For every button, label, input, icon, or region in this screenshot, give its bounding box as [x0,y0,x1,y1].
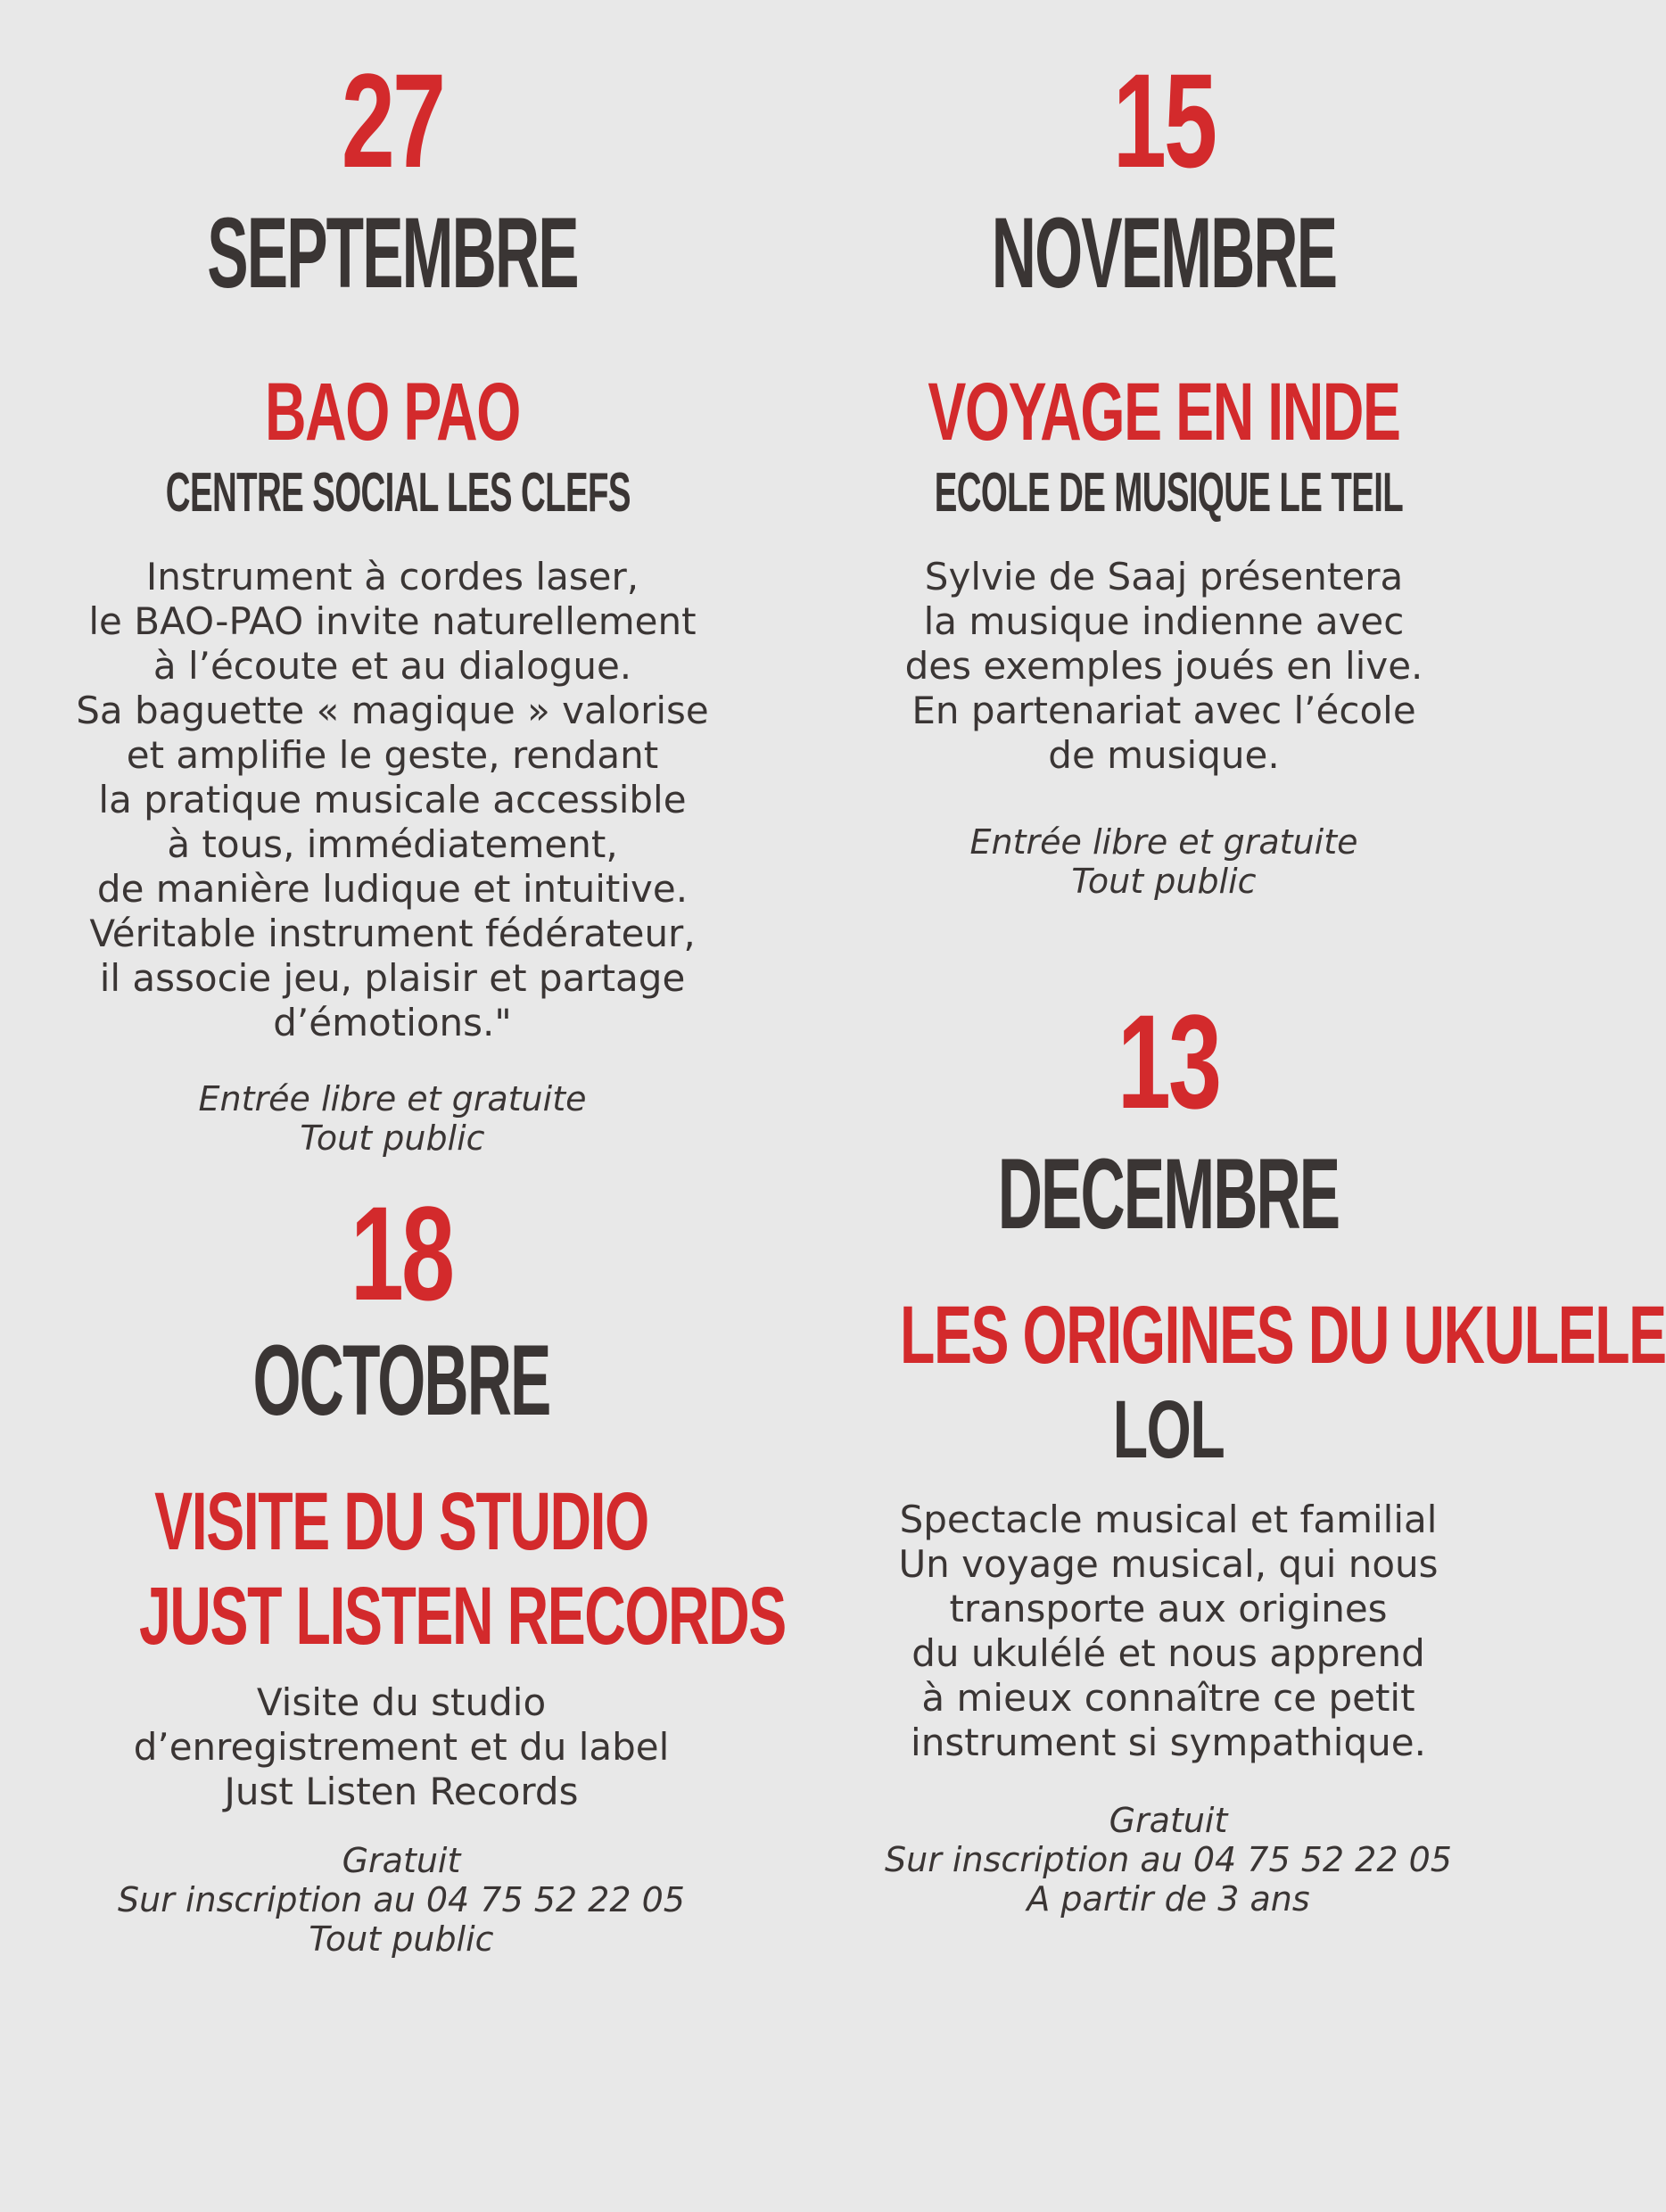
event-info-line: Gratuit [1109,1800,1228,1840]
event-info [27,1841,776,1959]
event-day: 18 [350,1178,453,1328]
event-description: Instrument à cordes laser, le BAO-PAO invite naturellement à l’écoute et au dialogue. Sa baguette « magique » valorise et amplifie le geste, rendant la pratique musicale accessible à tous, immédiatement, de manière ludique et intuitive. Véritable instrument fédérateur, il associe jeu, plaisir et partage d’émotions." [76,554,709,1044]
event-title: LES ORIGINES DU UKULELE [900,1290,1666,1381]
event-info-line: Gratuit [342,1840,461,1880]
event-november [794,45,1534,901]
event-month: OCTOBRE [252,1325,550,1436]
event-info-line: Sur inscription au 04 75 52 22 05 [885,1839,1452,1879]
event-title: VISITE DU STUDIO [154,1476,648,1567]
event-info-line: Tout public [300,1118,485,1158]
event-info-line: Tout public [1071,861,1257,901]
event-title: BAO PAO [265,367,520,458]
event-venue: CENTRE SOCIAL LES CLEFS [165,461,631,524]
event-info-line: A partir de 3 ans [1027,1878,1310,1919]
event-month: SEPTEMBRE [207,197,578,309]
event-december [785,986,1666,1919]
event-info-line: Entrée libre et gratuite [198,1078,587,1118]
event-venue: LOL [1112,1383,1225,1475]
event-info-line: Sur inscription au 04 75 52 22 05 [118,1879,685,1919]
event-info-line: Tout public [309,1919,494,1959]
event-day: 27 [341,45,444,195]
event-day: 13 [1117,986,1220,1136]
event-day: 15 [1112,45,1216,195]
event-month: DECEMBRE [997,1138,1340,1250]
event-info [27,1079,758,1158]
event-title: JUST LISTEN RECORDS [139,1570,786,1662]
event-info [794,822,1534,901]
event-title: VOYAGE EN INDE [928,367,1400,458]
event-description: Visite du studio d’enregistrement et du label Just Listen Records [133,1680,670,1813]
event-info [785,1801,1552,1919]
event-description: Spectacle musical et familial Un voyage musical, qui nous transporte aux origines du ukulélé et nous apprend à mieux connaître ce petit instrument si sympathique. [898,1497,1439,1764]
event-info-line: Entrée libre et gratuite [969,821,1358,862]
event-september [27,45,758,1158]
event-month: NOVEMBRE [991,197,1337,309]
event-october [27,1178,786,1959]
event-venue: ECOLE DE MUSIQUE LE TEIL [934,461,1404,524]
event-description: Sylvie de Saaj présentera la musique indienne avec des exemples joués en live. En partenariat avec l’école de musique. [904,554,1423,777]
